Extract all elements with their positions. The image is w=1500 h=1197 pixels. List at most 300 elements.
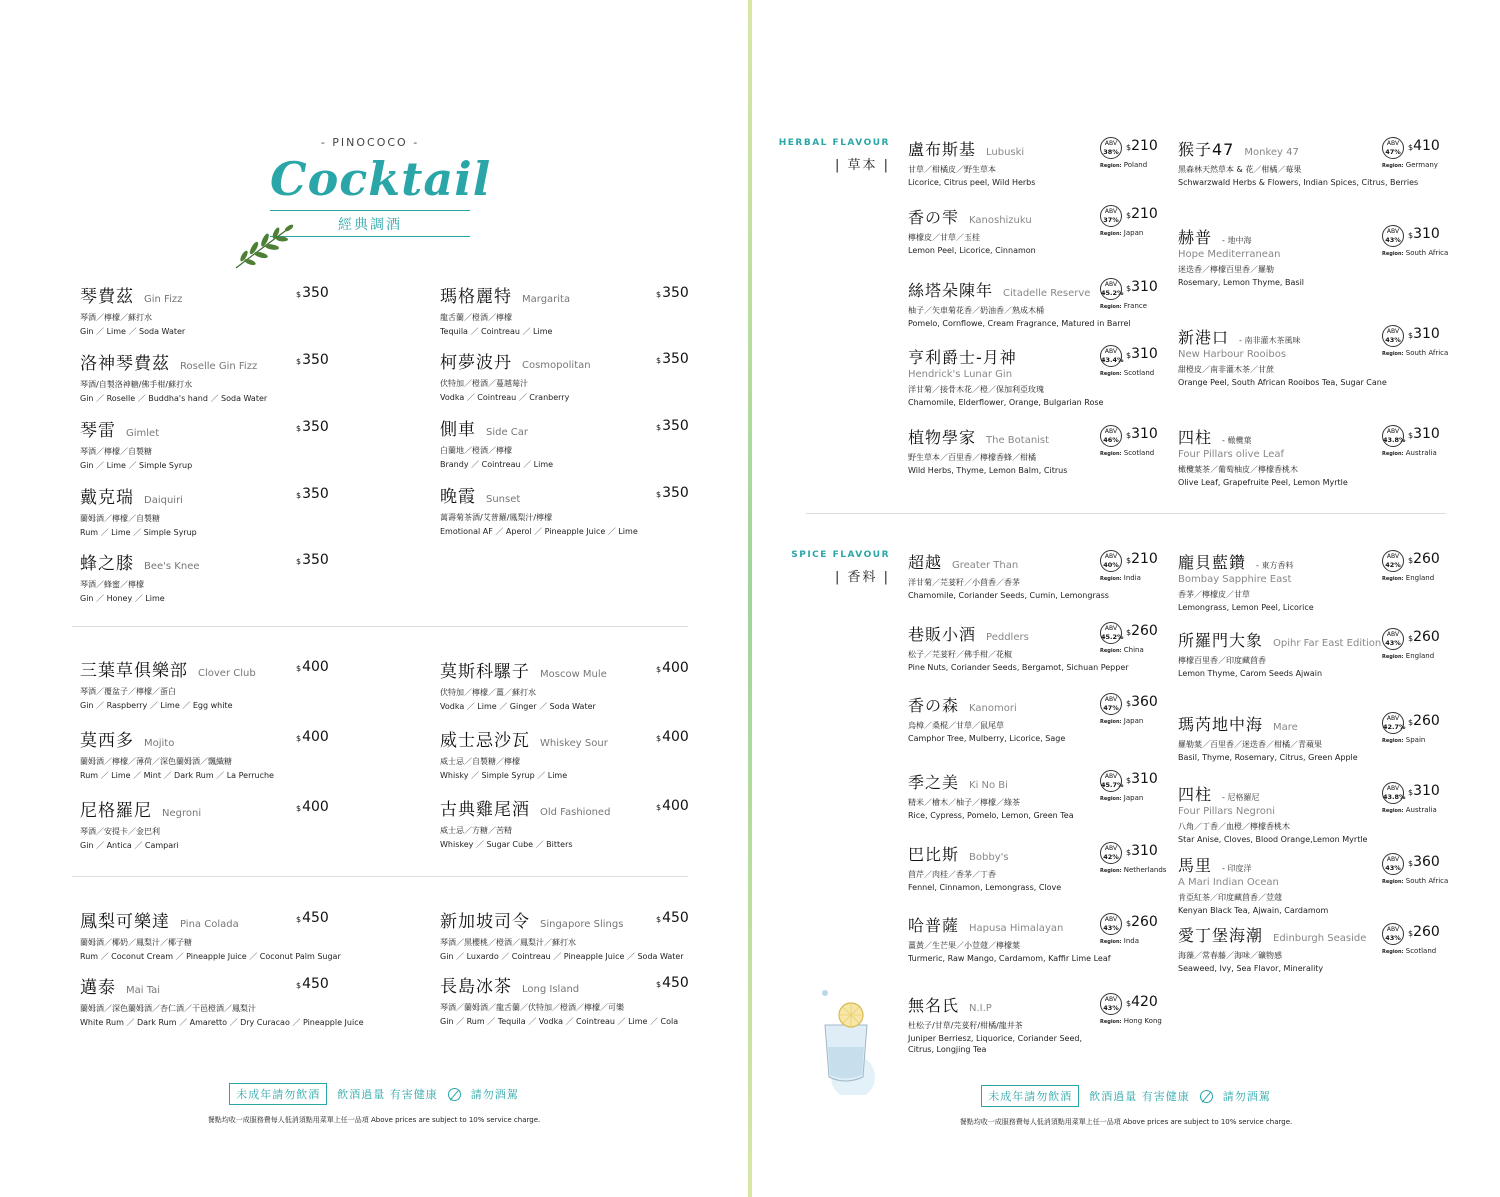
cocktail-name-row [80,973,330,998]
region-label: Region: [1100,796,1122,802]
currency-symbol: $ [656,734,662,743]
gin-name-cn: 龐貝藍鑽 [1178,553,1247,572]
region-value: Hong Kong [1123,1017,1162,1025]
abv-value: 38% [1103,148,1119,156]
region-value: South Africa [1405,249,1449,257]
gin-name-row [1178,425,1398,448]
cocktail-price [656,285,689,301]
gin-name-row [1178,628,1398,651]
footer-right [752,1085,1500,1127]
abv-value: 47% [1103,704,1119,712]
gin-region [1100,866,1166,874]
cocktail-price [296,552,329,568]
gin-name-en: The Botanist [986,435,1050,446]
currency-symbol: $ [1126,211,1132,220]
cocktail-price [296,976,329,992]
gin-item [1178,782,1398,844]
region-label: Region: [1100,371,1122,377]
gin-name-cn: 無名氏 [908,996,960,1015]
abv-label: ABV [1386,140,1400,147]
cocktail-name-cn: 三葉草俱樂部 [80,661,188,681]
currency-symbol: $ [296,734,302,743]
cocktail-ingredients-cn: 琴酒／覆盆子／檸檬／蛋白 [80,687,176,696]
abv-label: ABV [1386,228,1400,235]
gin-item [1178,225,1398,287]
gin-name-en: Mare [1273,722,1298,733]
gin-name-en: N.I.P [969,1003,992,1014]
gin-name-cn: 巷販小酒 [908,625,977,644]
gin-botanicals-cn: 檸檬皮／甘草／玉桂 [908,233,980,242]
gin-item [908,770,1128,820]
gin-name-subtitle: - 印度洋 [1222,864,1252,873]
gin-name-row [908,205,1128,228]
cocktail-item [440,795,690,850]
region-value: England [1405,652,1435,660]
cocktail-name-en: Pina Colada [180,919,239,930]
cocktail-price [296,419,329,435]
gin-name-row [1178,225,1398,248]
gin-botanicals-cn: 羅勒葉／百里香／迷迭香／柑橘／青蘋果 [1178,740,1322,749]
service-charge-note: 餐點均收一成服務費每人低消須點用菜單上任一品項 Above prices are subject to 10% service charge. [959,1118,1293,1126]
gin-name-cn: 植物學家 [908,428,977,447]
gin-region [1100,302,1147,310]
gin-price [1126,426,1158,442]
price-value: 350 [302,486,329,502]
gin-botanicals-en: Lemon Thyme, Carom Seeds Ajwain [1178,669,1323,678]
cocktail-name-cn: 尼格羅尼 [80,801,152,821]
cocktail-item [440,415,690,470]
gin-item [908,622,1128,672]
currency-symbol: $ [1408,231,1414,240]
cocktail-price [656,975,689,991]
gin-price [1408,854,1440,870]
gin-name-en: Four Pillars Negroni [1178,806,1276,817]
gin-name-cn: 香の森 [908,696,960,715]
region-value: India [1123,574,1141,582]
gin-name-cn: 所羅門大象 [1178,631,1264,650]
gin-item [1178,550,1398,612]
spice-category [772,550,890,585]
currency-symbol: $ [656,915,662,924]
cocktail-ingredients-cn: 蘭姆酒／椰奶／鳳梨汁／椰子糖 [80,938,192,947]
region-label: Region: [1100,163,1122,169]
gin-name-row [908,278,1128,301]
cocktail-name-cn: 蜂之膝 [80,554,134,574]
gin-botanicals-cn: 茴芹／肉桂／香茅／丁香 [908,870,996,879]
gin-botanicals-cn: 黑森林天然草本 & 花／柑橘／莓果 [1178,165,1302,174]
cocktail-item [440,907,690,962]
gin-name-subtitle: - 尼格羅尼 [1222,793,1260,802]
abv-badge [1100,622,1122,644]
cocktail-name-row [80,483,330,508]
gin-price [1126,346,1158,362]
region-value: France [1123,302,1148,310]
brand-title: Cocktail [270,152,492,206]
currency-symbol: $ [296,491,302,500]
gin-name-cn: 瑪芮地中海 [1178,715,1264,734]
currency-symbol: $ [656,423,662,432]
gin-botanicals-en: Kenyan Black Tea, Ajwain, Cardamom [1178,906,1329,915]
gin-price [1408,924,1440,940]
price-value: 360 [1413,854,1440,870]
cocktail-name-row [440,415,690,440]
gin-item [1178,425,1398,487]
gin-botanicals-cn: 松子／芫荽籽／佛手柑／花椒 [908,650,1012,659]
abv-value: 43% [1385,336,1401,344]
abv-label: ABV [1386,856,1400,863]
right-page [752,0,1500,1197]
gin-region [1100,161,1147,169]
gin-region [1100,369,1154,377]
price-value: 350 [302,352,329,368]
gin-name-en: Opihr Far East Edition [1273,638,1382,649]
cocktail-ingredients-cn: 蘭姆酒／檸檬／薄荷／深色蘭姆酒／飄織糖 [80,757,232,766]
cocktail-item [80,483,330,538]
currency-symbol: $ [656,356,662,365]
abv-value: 47% [1385,148,1401,156]
cocktail-ingredients-en: Gin ／ Lime ／ Soda Water [80,327,186,336]
gin-name-row [908,993,1128,1016]
abv-value: 45.7% [1101,781,1124,789]
gin-botanicals-en: Lemon Peel, Licorice, Cinnamon [908,246,1036,255]
gin-botanicals-en: Wild Herbs, Thyme, Lemon Balm, Citrus [908,466,1068,475]
abv-value: 43% [1103,924,1119,932]
abv-value: 43% [1385,934,1401,942]
gin-region [1382,449,1437,457]
gin-botanicals-en: Chamomile, Coriander Seeds, Cumin, Lemongrass [908,591,1109,600]
region-value: England [1405,574,1435,582]
abv-value: 43% [1385,236,1401,244]
currency-symbol: $ [1408,929,1414,938]
currency-symbol: $ [1126,699,1132,708]
gin-name-en: Kanomori [969,703,1017,714]
abv-value: 46% [1103,436,1119,444]
gin-name-cn: 赫普 [1178,228,1213,247]
brand-rule-top [270,210,470,211]
gin-name-en: Bobby's [969,852,1009,863]
gin-botanicals-en: Orange Peel, South African Rooibos Tea, Sugar Cane [1178,378,1387,387]
spice-category-en: SPICE FLAVOUR [791,550,890,560]
gin-price [1408,783,1440,799]
gin-botanicals-en: Pine Nuts, Coriander Seeds, Bergamot, Sichuan Pepper [908,663,1129,672]
cocktail-price [296,486,329,502]
region-value: Netherlands [1123,866,1167,874]
left-page [0,0,748,1197]
currency-symbol: $ [1126,143,1132,152]
abv-value: 40% [1103,561,1119,569]
abv-label: ABV [1386,785,1400,792]
abv-badge [1100,278,1122,300]
cocktail-ingredients-cn: 白蘭地／橙酒／檸檬 [440,446,512,455]
cocktail-name-row [440,726,690,751]
gin-name-row [1178,853,1398,876]
gin-botanicals-en: Rice, Cypress, Pomelo, Lemon, Green Tea [908,811,1074,820]
gin-name-subtitle: - 南非灌木茶風味 [1239,336,1301,345]
gin-item [908,913,1128,963]
abv-badge [1382,853,1404,875]
currency-symbol: $ [1126,628,1132,637]
gin-item [908,993,1128,1054]
gin-botanicals-cn: 薑黃／生芒果／小荳蔻／檸檬葉 [908,941,1020,950]
currency-symbol: $ [1126,556,1132,565]
gin-price [1126,694,1158,710]
currency-symbol: $ [1408,556,1414,565]
gin-name-cn: 馬里 [1178,856,1213,875]
price-value: 210 [1131,138,1158,154]
cocktail-name-en: Gimlet [126,428,160,439]
brand-rule-bottom [270,236,470,237]
cocktail-price [656,660,689,676]
gin-name-cn: 四柱 [1178,785,1213,804]
abv-badge [1100,993,1122,1015]
price-value: 310 [1131,771,1158,787]
currency-symbol: $ [1408,331,1414,340]
price-value: 400 [662,729,689,745]
cocktail-ingredients-cn: 琴酒／蜂蜜／檸檬 [80,580,144,589]
cocktail-ingredients-cn: 龍舌蘭／橙酒／檸檬 [440,313,512,322]
abv-badge [1382,425,1404,447]
price-value: 450 [662,910,689,926]
gin-item [908,345,1128,407]
gin-name-row [1178,325,1398,348]
cocktail-ingredients-cn: 琴酒／檸檬／蘇打水 [80,313,152,322]
cocktail-name-row [80,726,330,751]
cocktail-name-en: Gin Fizz [144,294,183,305]
abv-value: 43% [1385,864,1401,872]
price-value: 310 [1131,279,1158,295]
region-value: Spain [1405,736,1426,744]
gin-name-row [908,137,1128,160]
gin-name-row [1178,712,1398,735]
abv-badge [1382,137,1404,159]
gin-name-cn: 哈普薩 [908,916,960,935]
cocktail-ingredients-en: Gin ／ Honey ／ Lime [80,594,165,603]
gin-item [908,278,1131,328]
cocktail-ingredients-cn: 琴酒／安提卡／金巴利 [80,827,160,836]
gin-region [1382,736,1425,744]
gin-region [1382,652,1434,660]
region-label: Region: [1100,576,1122,582]
gin-price [1126,623,1158,639]
region-value: Scotland [1123,449,1155,457]
cocktail-name-cn: 瑪格麗特 [440,287,512,307]
currency-symbol: $ [296,981,302,990]
abv-value: 45.2% [1101,633,1124,641]
gin-name-row [1178,923,1398,946]
cocktail-name-en: Moscow Mule [540,669,607,680]
gin-price [1126,843,1158,859]
cocktail-price [656,729,689,745]
price-value: 210 [1131,206,1158,222]
region-value: Japan [1123,229,1144,237]
currency-symbol: $ [296,424,302,433]
currency-symbol: $ [296,290,302,299]
abv-label: ABV [1386,715,1400,722]
currency-symbol: $ [296,357,302,366]
abv-value: 43.8% [1383,436,1406,444]
region-value: Scotland [1405,947,1437,955]
gin-region [1382,806,1437,814]
cocktail-item [440,657,690,712]
abv-value: 43% [1103,1004,1119,1012]
region-label: Region: [1382,163,1404,169]
region-value: Japan [1123,794,1144,802]
cocktail-name-cn: 威士忌沙瓦 [440,731,530,751]
abv-label: ABV [1104,996,1118,1003]
gin-botanicals-cn: 洋甘菊／芫荽籽／小茴香／香茅 [908,578,1020,587]
gin-item [1178,712,1398,762]
gin-name-row [908,345,1128,368]
gin-name-cn: 季之美 [908,773,960,792]
cocktail-ingredients-en: Gin ／ Rum ／ Tequila ／ Vodka ／ Cointreau ／ Lime ／ Cola [440,1017,679,1026]
herbal-category [772,138,890,173]
abv-label: ABV [1104,140,1118,147]
cocktail-item [440,726,690,781]
gin-botanicals-cn: 橄欖葉茶／葡萄柚皮／檸檬香桃木 [1178,465,1298,474]
gin-price [1408,226,1440,242]
gin-glass-icon [805,985,885,1095]
cocktail-name-cn: 戴克瑞 [80,488,134,508]
cocktail-name-cn: 古典雞尾酒 [440,800,530,820]
cocktail-name-en: Mojito [144,738,175,749]
abv-badge [1382,923,1404,945]
herbal-category-en: HERBAL FLAVOUR [778,138,890,148]
abv-badge [1100,842,1122,864]
service-charge-note: 餐點均收一成服務費每人低消須點用菜單上任一品項 Above prices are subject to 10% service charge. [207,1116,541,1124]
price-value: 400 [302,659,329,675]
gin-name-en: Citadelle Reserve [1003,288,1091,299]
price-value: 450 [302,910,329,926]
currency-symbol: $ [1126,999,1132,1008]
cocktail-name-en: Singapore Slings [540,919,624,930]
cocktail-item [440,282,690,337]
abv-label: ABV [1386,328,1400,335]
section-divider [72,626,688,627]
gin-region [1100,1017,1162,1025]
gin-region [1382,161,1438,169]
gin-botanicals-cn: 肯亞紅茶／印度藏茴香／荳蔻 [1178,893,1282,902]
gin-botanicals-en: Pomelo, Cornflowe, Cream Fragrance, Matured in Barrel [908,319,1131,328]
gin-name-row [908,770,1128,793]
currency-symbol: $ [296,804,302,813]
currency-symbol: $ [1126,431,1132,440]
gin-name-en: Bombay Sapphire East [1178,574,1292,585]
price-value: 410 [1413,138,1440,154]
gin-name-en: Monkey 47 [1244,147,1299,158]
currency-symbol: $ [1408,788,1414,797]
cocktail-name-row [440,348,690,373]
leaf-icon [232,218,296,272]
abv-label: ABV [1104,281,1118,288]
cocktail-ingredients-cn: 伏特加／橙酒／蔓越莓汁 [440,379,528,388]
region-label: Region: [1100,231,1122,237]
price-value: 310 [1413,326,1440,342]
currency-symbol: $ [1408,859,1414,868]
abv-badge [1382,225,1404,247]
abv-badge [1382,325,1404,347]
gin-name-row [908,550,1128,573]
price-value: 310 [1131,843,1158,859]
currency-symbol: $ [1408,634,1414,643]
gin-name-cn: 新港口 [1178,328,1230,347]
cocktail-name-cn: 琴費茲 [80,287,134,307]
gin-region [1100,574,1141,582]
abv-value: 43.4% [1101,356,1124,364]
gin-region [1100,794,1143,802]
cocktail-price [656,910,689,926]
gin-name-en: Hapusa Himalayan [969,923,1064,934]
cocktail-name-cn: 長島冰茶 [440,977,512,997]
cocktail-name-row [80,416,330,441]
gin-name-row [908,425,1128,448]
gin-name-en: Four Pillars olive Leaf [1178,449,1285,460]
gin-botanicals-cn: 甜橙皮／南非灌木茶／甘蔗 [1178,365,1274,374]
abv-label: ABV [1104,348,1118,355]
gin-botanicals-en: Fennel, Cinnamon, Lemongrass, Clove [908,883,1062,892]
cocktail-name-en: Clover Club [198,668,256,679]
abv-badge [1382,628,1404,650]
abv-label: ABV [1104,553,1118,560]
cocktail-item [80,416,330,471]
gin-name-subtitle: - 橄欖葉 [1222,436,1252,445]
drinking-warning: 飲酒過量 有害健康 [337,1088,438,1101]
cocktail-price [656,418,689,434]
region-value: Australia [1405,806,1437,814]
drive-warning: 請勿酒駕 [470,1088,519,1101]
gin-botanicals-en: Rosemary, Lemon Thyme, Basil [1178,278,1305,287]
region-label: Region: [1382,451,1404,457]
alcohol-warning [229,1083,519,1105]
cocktail-name-cn: 莫西多 [80,731,134,751]
gin-region [1100,717,1143,725]
cocktail-name-cn: 洛神琴費茲 [80,354,170,374]
section-divider [806,513,1446,514]
region-value: South Africa [1405,349,1449,357]
price-value: 350 [662,418,689,434]
cocktail-name-cn: 鳳梨可樂達 [80,912,170,932]
price-value: 260 [1413,924,1440,940]
price-value: 420 [1131,994,1158,1010]
price-value: 260 [1131,914,1158,930]
cocktail-name-row [440,282,690,307]
cocktail-ingredients-en: Whisky ／ Simple Syrup ／ Lime [440,771,568,780]
gin-price [1408,629,1440,645]
region-value: Japan [1123,717,1144,725]
price-value: 400 [662,660,689,676]
cocktail-name-row [440,795,690,820]
abv-label: ABV [1104,208,1118,215]
gin-name-en: Hope Mediterranean [1178,249,1281,260]
gin-name-cn: 巴比斯 [908,845,960,864]
abv-badge [1100,425,1122,447]
gin-name-cn: 絲塔朵陳年 [908,281,994,300]
gin-name-row [908,693,1128,716]
region-value: Scotland [1123,369,1155,377]
abv-label: ABV [1104,773,1118,780]
cocktail-ingredients-en: Vodka ／ Cointreau ／ Cranberry [440,393,570,402]
cocktail-ingredients-en: Rum ／ Coconut Cream ／ Pineapple Juice ／ Coconut Palm Sugar [80,952,341,961]
cocktail-name-cn: 邁泰 [80,978,116,998]
region-label: Region: [1382,654,1404,660]
gin-name-row [1178,550,1398,573]
gin-item [908,205,1128,255]
drive-warning: 請勿酒駕 [1222,1090,1271,1103]
gin-item [1178,325,1398,387]
gin-name-en: Lubuski [986,147,1025,158]
cocktail-ingredients-cn: 威士忌／自製糖／檸檬 [440,757,520,766]
region-label: Region: [1100,648,1122,654]
cocktail-item [80,349,330,404]
